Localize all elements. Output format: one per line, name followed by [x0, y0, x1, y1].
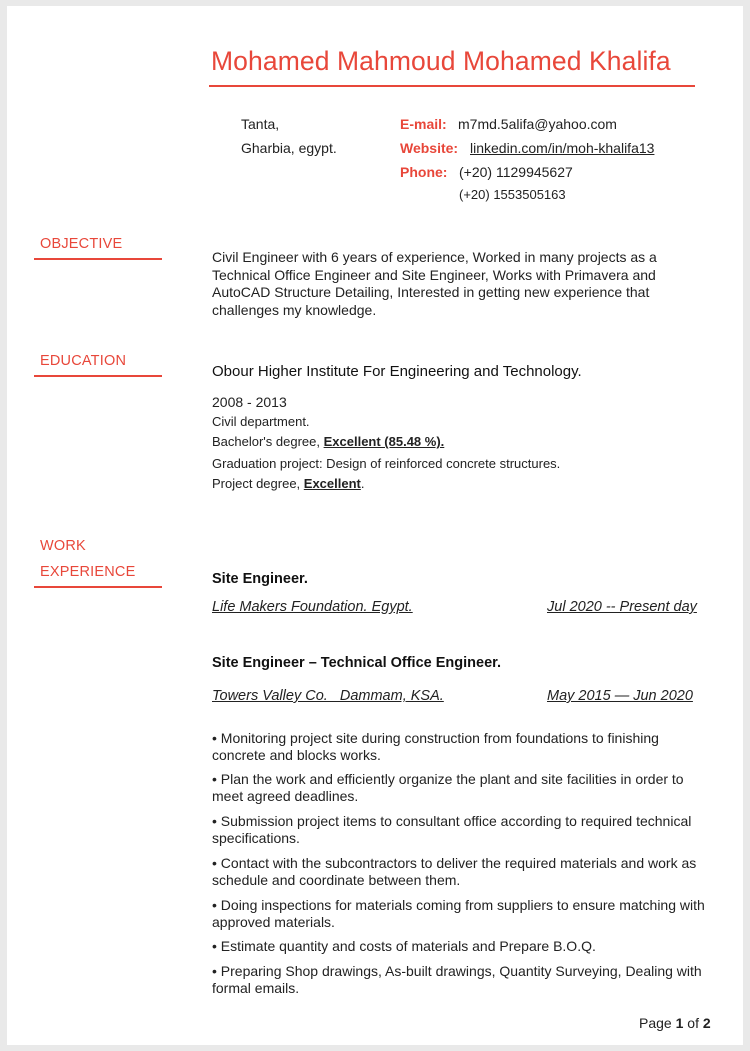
work-bullet-5: • Doing inspections for materials coming from suppliers to ensure matching with approved materials. — [212, 897, 705, 930]
degree-grade: Excellent (85.48 %). — [323, 434, 445, 449]
work-heading-line-2: EXPERIENCE — [40, 564, 136, 580]
work-bullet-6: • Estimate quantity and costs of materials and Prepare B.O.Q. — [212, 938, 596, 954]
job-1-title: Site Engineer. — [212, 571, 308, 587]
work-bullet-7: • Preparing Shop drawings, As-built drawings, Quantity Surveying, Dealing with formal emails. — [212, 963, 702, 996]
job-1-company: Life Makers Foundation. Egypt. — [212, 599, 413, 615]
objective-heading: OBJECTIVE — [40, 236, 123, 252]
job-1-dates: Jul 2020 -- Present day — [547, 599, 697, 615]
address-line-2: Gharbia, egypt. — [241, 140, 337, 156]
job-2-company: Towers Valley Co. Dammam, KSA. — [212, 688, 444, 704]
phone-2: (+20) 1553505163 — [459, 187, 566, 202]
email-label: E-mail: — [400, 116, 447, 132]
phone-label: Phone: — [400, 164, 448, 180]
education-rule — [34, 375, 162, 377]
work-bullet-2: • Plan the work and efficiently organize the plant and site facilities in order to meet agreed deadlines. — [212, 771, 684, 804]
candidate-name: Mohamed Mahmoud Mohamed Khalifa — [211, 46, 671, 76]
website-label: Website: — [400, 140, 459, 156]
work-bullet-1: • Monitoring project site during construction from foundations to finishing concrete and blocks works. — [212, 730, 659, 763]
address-line-1: Tanta, — [241, 116, 280, 132]
name-underline — [209, 85, 695, 87]
project-degree-prefix: Project degree, — [212, 476, 304, 491]
phone-1: (+20) 1129945627 — [459, 164, 573, 180]
degree-prefix: Bachelor's degree, — [212, 434, 324, 449]
resume-page — [7, 6, 743, 1045]
job-2-dates: May 2015 — Jun 2020 — [547, 688, 693, 704]
project-degree-suffix: . — [360, 476, 365, 491]
page-current: 1 — [675, 1015, 684, 1031]
education-project-degree — [212, 476, 365, 491]
email-value[interactable]: m7md.5alifa@yahoo.com — [458, 116, 617, 132]
project-degree-grade: Excellent — [303, 476, 361, 491]
page-total: 2 — [702, 1015, 711, 1031]
work-heading-line-1: WORK — [40, 538, 86, 554]
page-of: of — [683, 1015, 703, 1031]
work-bullet-4: • Contact with the subcontractors to deliver the required materials and work as schedule and coordinate between them. — [212, 855, 697, 888]
work-bullet-3: • Submission project items to consultant office according to required technical specifications. — [212, 813, 692, 846]
education-years: 2008 - 2013 — [212, 394, 287, 410]
page-number — [639, 1015, 711, 1031]
education-degree — [212, 434, 444, 449]
education-institute: Obour Higher Institute For Engineering and Technology. — [212, 363, 582, 380]
objective-text: Civil Engineer with 6 years of experience, Worked in many projects as a Technical Office Engineer and Site Engineer, Works with Primavera and AutoCAD Structure Detailing, Interested in getting new experience that challenges my knowledge. — [212, 249, 657, 318]
website-link[interactable]: linkedin.com/in/moh-khalifa13 — [470, 140, 655, 156]
work-rule — [34, 586, 162, 588]
education-department: Civil department. — [212, 414, 310, 429]
job-2-title: Site Engineer – Technical Office Engineer. — [212, 655, 502, 671]
education-project: Graduation project: Design of reinforced concrete structures. — [212, 456, 561, 471]
education-heading: EDUCATION — [40, 353, 127, 369]
objective-rule — [34, 258, 162, 260]
page-prefix: Page — [639, 1015, 676, 1031]
